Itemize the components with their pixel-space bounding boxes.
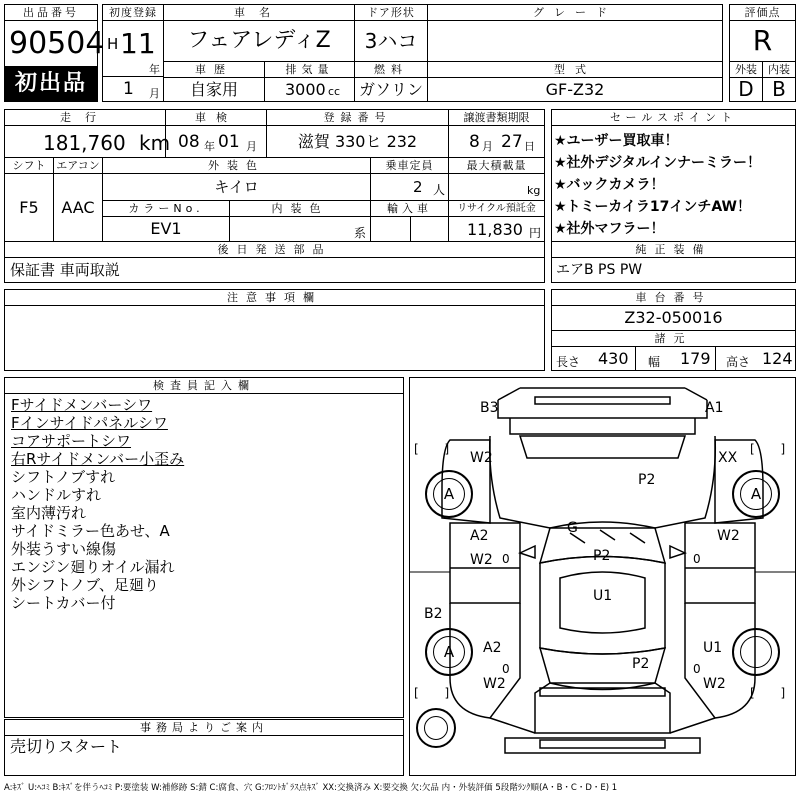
first-reg-year-cell [102, 20, 164, 77]
mileage-unit: km [139, 131, 171, 155]
height: 124 [762, 349, 793, 368]
color-number: EV1 [102, 216, 230, 242]
first-reg-year: 11 [120, 27, 156, 60]
shift: F5 [4, 173, 54, 242]
insp-year-unit: 年 [204, 140, 215, 153]
exterior-label: 外装 [729, 61, 763, 78]
office-label: 事務局よりご案内 [4, 719, 404, 736]
tire-front-left: A [425, 470, 473, 518]
import-label: 輸入車 [370, 200, 449, 217]
mark-zero-r2: 0 [693, 662, 701, 676]
first-listing-badge: 初出品 [4, 66, 98, 102]
bracket-fl: [ ] [414, 442, 450, 456]
inspector-note-6: ハンドルすれ [11, 486, 102, 504]
lot-no-label: 出品番号 [4, 4, 98, 21]
caution-notes [4, 305, 545, 371]
plate-label: 登録番号 [266, 109, 449, 126]
tire-front-right: A [732, 470, 780, 518]
displacement-cell [264, 77, 355, 102]
sales-point-1: ★ユーザー買取車！ [554, 133, 679, 149]
caution-label: 注意事項欄 [4, 289, 545, 306]
inspector-notes [4, 393, 404, 718]
mark-u1-roof: U1 [593, 588, 613, 604]
mark-b2: B2 [424, 606, 443, 622]
equipment: エアB PS PW [551, 257, 796, 283]
bracket-fr: [ ] [750, 442, 786, 456]
recycle-label: リサイクル預託金 [448, 200, 545, 217]
tire-rear-left: A [425, 628, 473, 676]
damage-diagram [409, 377, 796, 776]
mileage-cell [4, 125, 171, 158]
int-color-cell [229, 216, 371, 242]
load-label: 最大積載量 [448, 157, 545, 174]
aircon: AAC [53, 173, 103, 242]
equipment-label: 純正装備 [551, 241, 796, 258]
first-reg-month: 1 [123, 79, 134, 99]
fuel: ガソリン [354, 77, 428, 102]
height-label: 高さ [726, 355, 751, 369]
recycle-cell [448, 216, 545, 242]
mark-zero-l2: 0 [502, 662, 510, 676]
capacity-cell [370, 173, 449, 201]
year-unit: 年 [149, 63, 160, 76]
recycle-fee: 11,830 [467, 220, 523, 239]
inspector-label: 検査員記入欄 [4, 377, 404, 394]
inspection-label: 車検 [165, 109, 267, 126]
length-label: 長さ [556, 355, 581, 369]
bracket-rl: [ ] [414, 686, 450, 700]
sales-point-4: ★トミーカイラ17インチAW！ [554, 199, 751, 215]
interior-label: 内装 [762, 61, 796, 78]
interior-grade: B [762, 77, 796, 102]
transfer-label: 譲渡書類期限 [448, 109, 545, 126]
capacity-unit: 人 [433, 183, 446, 197]
type-label: 型式 [427, 61, 723, 78]
mark-g: G [567, 520, 578, 536]
overall-score: R [729, 20, 796, 62]
inspector-note-1: Fサイドメンバーシワ [11, 396, 153, 414]
tire-rear-right [732, 628, 780, 676]
aircon-label: エアコン [53, 157, 103, 174]
dims-label: 諸元 [551, 330, 796, 347]
mark-p2-roof: P2 [593, 548, 611, 564]
first-reg-month-cell [102, 76, 164, 102]
mark-xx-fr: XX [718, 450, 738, 466]
recycle-unit: 円 [529, 226, 542, 240]
door-shape: 3ハコ [354, 20, 428, 62]
tire-spare [416, 708, 456, 748]
insp-month: 01 [218, 132, 240, 152]
inspector-note-9: 外装うすい線傷 [11, 540, 117, 558]
model-name-label: 車名 [163, 4, 355, 21]
inspector-note-7: 室内薄汚れ [11, 504, 87, 522]
height-cell [715, 346, 796, 371]
lot-no: 90504 [4, 20, 98, 67]
mark-a1: A1 [705, 400, 724, 416]
chassis-label: 車台番号 [551, 289, 796, 306]
mark-p2-trunk: P2 [632, 656, 650, 672]
mark-w2-l1: W2 [470, 552, 493, 568]
vehicle-history: 自家用 [163, 77, 265, 102]
later-parts-label: 後日発送部品 [4, 241, 545, 258]
displacement: 3000 [285, 80, 326, 99]
grade-value [427, 20, 723, 62]
inspector-note-12: シートカバー付 [11, 594, 116, 612]
width: 179 [680, 349, 711, 368]
insp-month-unit: 月 [246, 140, 257, 153]
transfer-cell [448, 125, 545, 158]
mark-zero-r1: 0 [693, 552, 701, 566]
exterior-color: キイロ [102, 173, 371, 201]
length: 430 [598, 349, 629, 368]
sales-points-box [551, 125, 796, 242]
inspector-note-10: エンジン廻りオイル漏れ [11, 558, 175, 576]
import-cell-a [370, 216, 411, 242]
load-cell [448, 173, 545, 201]
plate-number: 滋賀 330ヒ 232 [266, 125, 449, 158]
capacity-label: 乗車定員 [370, 157, 449, 174]
int-color-label: 内装色 [229, 200, 371, 217]
mark-u1-rr: U1 [703, 640, 723, 656]
mark-a2-fl: A2 [470, 528, 489, 544]
bracket-rr: [ ] [750, 686, 786, 700]
mileage-label: 走行 [4, 109, 166, 126]
inspector-note-3: コアサポートシワ [11, 432, 132, 450]
transfer-month: 8 [469, 132, 480, 152]
int-color-unit: 系 [354, 226, 367, 240]
transfer-day: 27 [501, 132, 523, 152]
inspection-cell [165, 125, 267, 158]
mark-w2-fl: W2 [470, 450, 493, 466]
capacity: 2 [413, 178, 423, 196]
chassis-number: Z32-050016 [551, 305, 796, 331]
mark-a2-rl: A2 [483, 640, 502, 656]
exterior-grade: D [729, 77, 763, 102]
era: H [107, 35, 119, 53]
mark-p2-hood: P2 [638, 472, 656, 488]
insp-year: 08 [178, 132, 200, 152]
transfer-day-unit: 日 [524, 140, 535, 153]
office-note: 売切りスタート [4, 735, 404, 776]
later-parts: 保証書 車両取説 [4, 257, 545, 283]
mileage: 181,760 [43, 131, 126, 155]
mark-zero-l1: 0 [502, 552, 510, 566]
mark-w2-rl: W2 [483, 676, 506, 692]
model-name: フェアレディZ [163, 20, 355, 62]
color-no-label: カラーNo. [102, 200, 230, 217]
load-unit: kg [527, 184, 541, 197]
fuel-label: 燃料 [354, 61, 428, 78]
inspector-note-2: Fインサイドパネルシワ [11, 414, 168, 432]
month-unit: 月 [149, 87, 160, 100]
mark-w2-rr: W2 [703, 676, 726, 692]
model-type: GF-Z32 [427, 77, 723, 102]
shift-label: シフト [4, 157, 54, 174]
legend: A:ｷｽﾞ U:ﾍｺﾐ B:ｷｽﾞを伴うﾍｺﾐ P:要塗装 W:補修跡 S:錆 C:腐食、穴 G:ﾌﾛﾝﾄｶﾞﾗｽ点ｷｽﾞ XX:交換済み X:要交換 欠:欠品 内・外装評価 5段階ﾗﾝｸ順(A・B・C・D・E) 1 [4, 783, 618, 793]
mark-b3: B3 [480, 400, 499, 416]
door-label: ドア形状 [354, 4, 428, 21]
car-outline [410, 378, 795, 775]
mark-w2-r1: W2 [717, 528, 740, 544]
displacement-unit: cc [328, 85, 341, 98]
sales-point-3: ★バックカメラ！ [554, 177, 665, 193]
sales-point-5: ★社外マフラー！ [554, 221, 665, 237]
sales-points-label: セールスポイント [551, 109, 796, 126]
first-reg-label: 初度登録 [102, 4, 164, 21]
score-label: 評価点 [729, 4, 796, 21]
import-cell-b [410, 216, 449, 242]
sales-point-2: ★社外デジタルインナーミラー！ [554, 155, 762, 171]
inspector-note-4: 右Rサイドメンバー小歪み [11, 450, 185, 468]
width-cell [635, 346, 716, 371]
ext-color-label: 外装色 [102, 157, 371, 174]
displacement-label: 排気量 [264, 61, 355, 78]
inspector-note-11: 外シフトノブ、足廻り [11, 576, 159, 594]
history-label: 車歴 [163, 61, 265, 78]
width-label: 幅 [648, 355, 661, 369]
transfer-month-unit: 月 [482, 140, 493, 153]
grade-label: グレード [427, 4, 723, 21]
inspector-note-8: サイドミラー色あせ、A [11, 522, 170, 540]
length-cell [551, 346, 636, 371]
inspector-note-5: シフトノブすれ [11, 468, 116, 486]
